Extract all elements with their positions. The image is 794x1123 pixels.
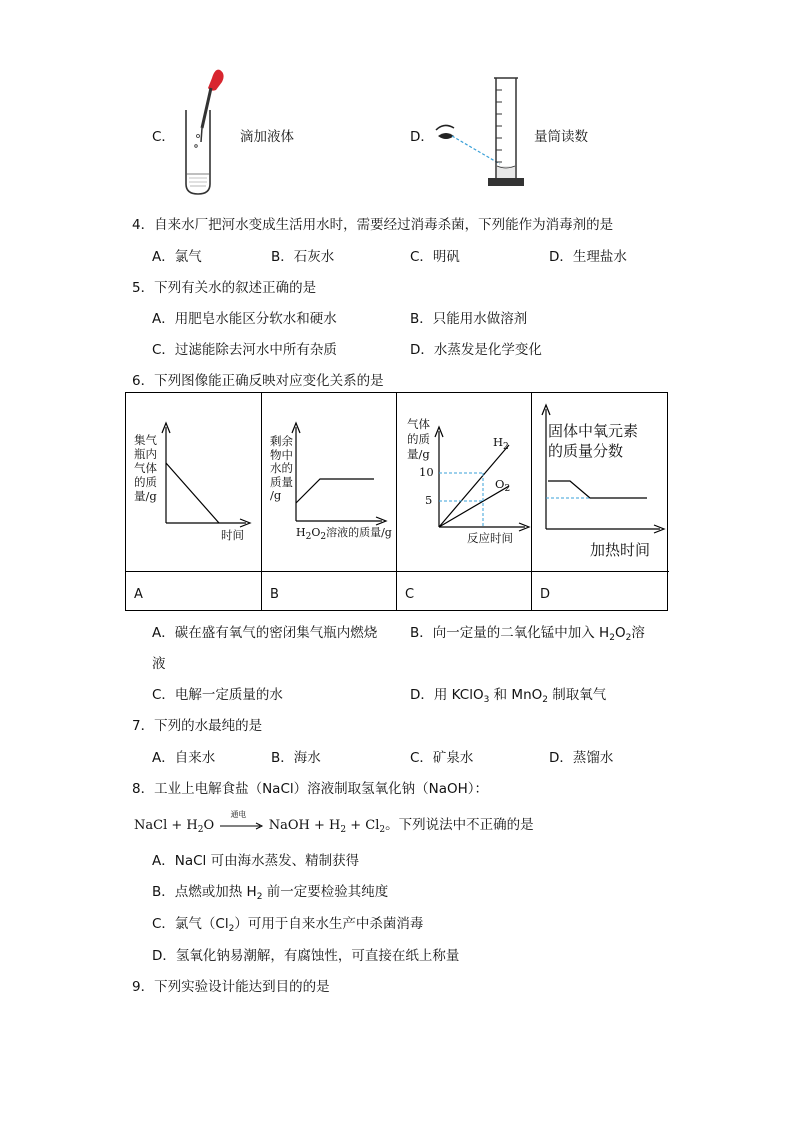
graph-d-xlabel: 加热时间 [590, 541, 651, 559]
option-c-letter: C． [152, 129, 175, 145]
graph-label-a: A [126, 571, 262, 611]
q6-option-a: A．碳在盛有氧气的密闭集气瓶内燃烧 [152, 625, 378, 641]
equation-condition: 通电 [230, 810, 247, 819]
graph-c-tick-10: 10 [419, 465, 434, 479]
q4-option-b: B．石灰水 [271, 249, 335, 265]
q6-option-c: C．电解一定质量的水 [152, 687, 283, 703]
equation-tail: 。下列说法中不正确的是 [385, 817, 534, 833]
graduated-cylinder-eye-icon [430, 74, 530, 190]
graph-c-xlabel: 反应时间 [467, 531, 513, 545]
q7-option-c: C．矿泉水 [410, 750, 474, 766]
q8-option-c: C．氯气$(Cl_2)$可用于自来水生产中杀菌消毒 [152, 916, 424, 934]
graph-b-ylabel: 剩余 物中 水的 质量 /g [270, 434, 293, 502]
graph-a [126, 393, 262, 571]
q8-option-a: A．NaCl 可由海水蒸发、精制获得 [152, 853, 360, 869]
q5-option-d: D．水蒸发是化学变化 [410, 342, 542, 358]
graph-a-ylabel: 集气 瓶内 气体 的质 量/g [134, 433, 157, 503]
q7-option-a: A．自来水 [152, 750, 216, 766]
graph-b [262, 393, 397, 571]
q4-option-c: C．明矾 [410, 249, 460, 265]
equation-reactants: NaCl + $H_2O$ [134, 818, 215, 835]
graph-label-c: C [397, 571, 532, 611]
q4-option-a: A．氯气 [152, 249, 202, 265]
graph-label-d: D [532, 571, 669, 611]
option-d-caption: 量筒读数 [534, 129, 588, 145]
graph-c-h2-label: $H_2$ [493, 435, 509, 452]
graph-c-tick-5: 5 [425, 493, 433, 507]
graph-c-ylabel: 气体 的质 量/g [407, 417, 430, 461]
question-6-stem: 6．下列图像能正确反映对应变化关系的是 [132, 373, 384, 389]
q8-option-d: D．氢氧化钠易潮解，有腐蚀性，可直接在纸上称量 [152, 948, 460, 964]
equation-products: NaOH + $H_2 + Cl_2$ [268, 818, 386, 835]
graph-label-b: B [262, 571, 397, 611]
graph-c-o2-label: $O_2$ [495, 477, 511, 494]
q8-option-b: B．点燃或加热 $H_2$ 前一定要检验其纯度 [152, 884, 389, 902]
q7-option-d: D．蒸馏水 [549, 750, 614, 766]
graph-d-ylabel: 固体中氧元素 的质量分数 [548, 422, 639, 460]
graph-table [125, 392, 668, 611]
q6-option-d: D．用 KClO$_3$ 和 MnO$_2$ 制取氧气 [410, 687, 607, 705]
option-c-caption: 滴加液体 [240, 129, 294, 145]
q6-option-b: B．向一定量的二氧化锰中加入 $H_2O_2$溶 [410, 625, 645, 643]
graph-b-xlabel: $H_2O_2$溶液的质量/g [296, 526, 392, 542]
q5-option-b: B．只能用水做溶剂 [410, 311, 528, 327]
q6-option-b-wrap: 液 [152, 656, 166, 672]
equation-arrow [218, 810, 264, 832]
q5-option-a: A．用肥皂水能区分软水和硬水 [152, 311, 337, 327]
question-8-stem: 8．工业上电解食盐（NaCl）溶液制取氢氧化钠（NaOH）： [132, 781, 489, 797]
dropper-test-tube-icon [182, 64, 232, 196]
question-7-stem: 7．下列的水最纯的是 [132, 718, 263, 734]
q4-option-d: D．生理盐水 [549, 249, 627, 265]
reaction-equation [134, 810, 534, 835]
option-d-letter: D． [410, 129, 434, 145]
graph-a-xlabel: 时间 [221, 528, 244, 542]
q5-option-c: C．过滤能除去河水中所有杂质 [152, 342, 337, 358]
question-9-stem: 9．下列实验设计能达到目的的是 [132, 979, 330, 995]
question-5-stem: 5．下列有关水的叙述正确的是 [132, 280, 317, 296]
question-4-stem: 4．自来水厂把河水变成生活用水时，需要经过消毒杀菌，下列能作为消毒剂的是 [132, 217, 614, 233]
graph-d [532, 393, 669, 571]
q7-option-b: B．海水 [271, 750, 321, 766]
graph-c [397, 393, 532, 571]
